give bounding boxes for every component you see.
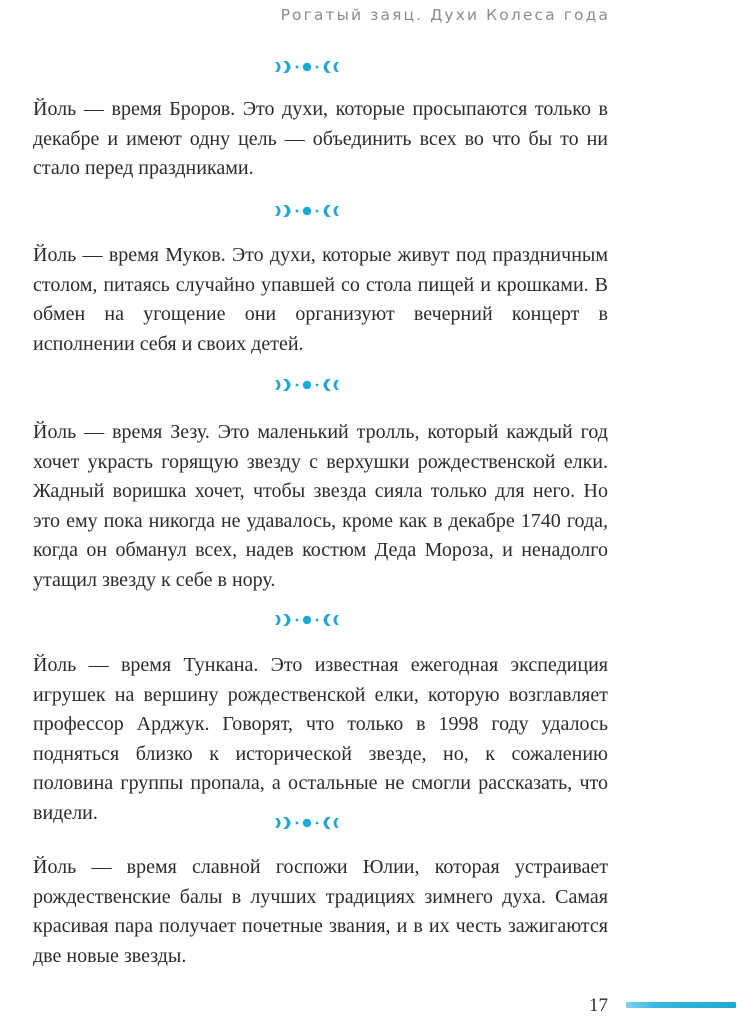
paragraph-brorov: Йоль — время Броров. Это духи, которые просыпаются только в декабре и имеют одну цель — объединить всех во что бы то ни стало перед праздниками. (33, 98, 608, 180)
footer-accent-bar (626, 1002, 736, 1008)
paragraph-tunkan: Йоль — время Тункана. Это известная ежегодная экспедиция игрушек на вершину рождественской елки, которую возглавляет профессор Арджук. Говорят, что только в 1998 году удалось подняться близко к исторической звезде, но, к сожалению половина группы пропала, а остальные не смогли рассказать, что видели. (33, 654, 608, 824)
running-head: Рогатый заяц. Духи Колеса года (280, 6, 610, 24)
ornament-divider-icon (274, 59, 340, 75)
ornament-divider-icon (274, 612, 340, 628)
paragraph-mukov: Йоль — время Муков. Это духи, которые живут под праздничным столом, питаясь случайно упавшей со стола пищей и крошками. В обмен на угощение они организуют вечерний концерт в исполнении себя и своих детей. (33, 244, 608, 355)
ornament-divider-icon (274, 815, 340, 831)
ornament-divider-icon (274, 203, 340, 219)
paragraph-zezu: Йоль — время Зезу. Это маленький тролль, который каждый год хочет украсть горящую звезду с верхушки рождественской елки. Жадный воришка хочет, чтобы звезда сияла только для него. Но это ему пока никогда не удавалось, кроме как в декабре 1740 года, когда он обманул всех, надев костюм Деда Мороза, и ненадолго утащил звезду к себе в нору. (33, 421, 608, 591)
ornament-divider-icon (274, 377, 340, 393)
page-number: 17 (589, 995, 608, 1016)
paragraph-yulia: Йоль — время славной госпожи Юлии, которая устраивает рождественские балы в лучших традициях зимнего духа. Самая красивая пара получает почетные звания, и в их честь зажигаются две новые звезды. (33, 856, 608, 967)
